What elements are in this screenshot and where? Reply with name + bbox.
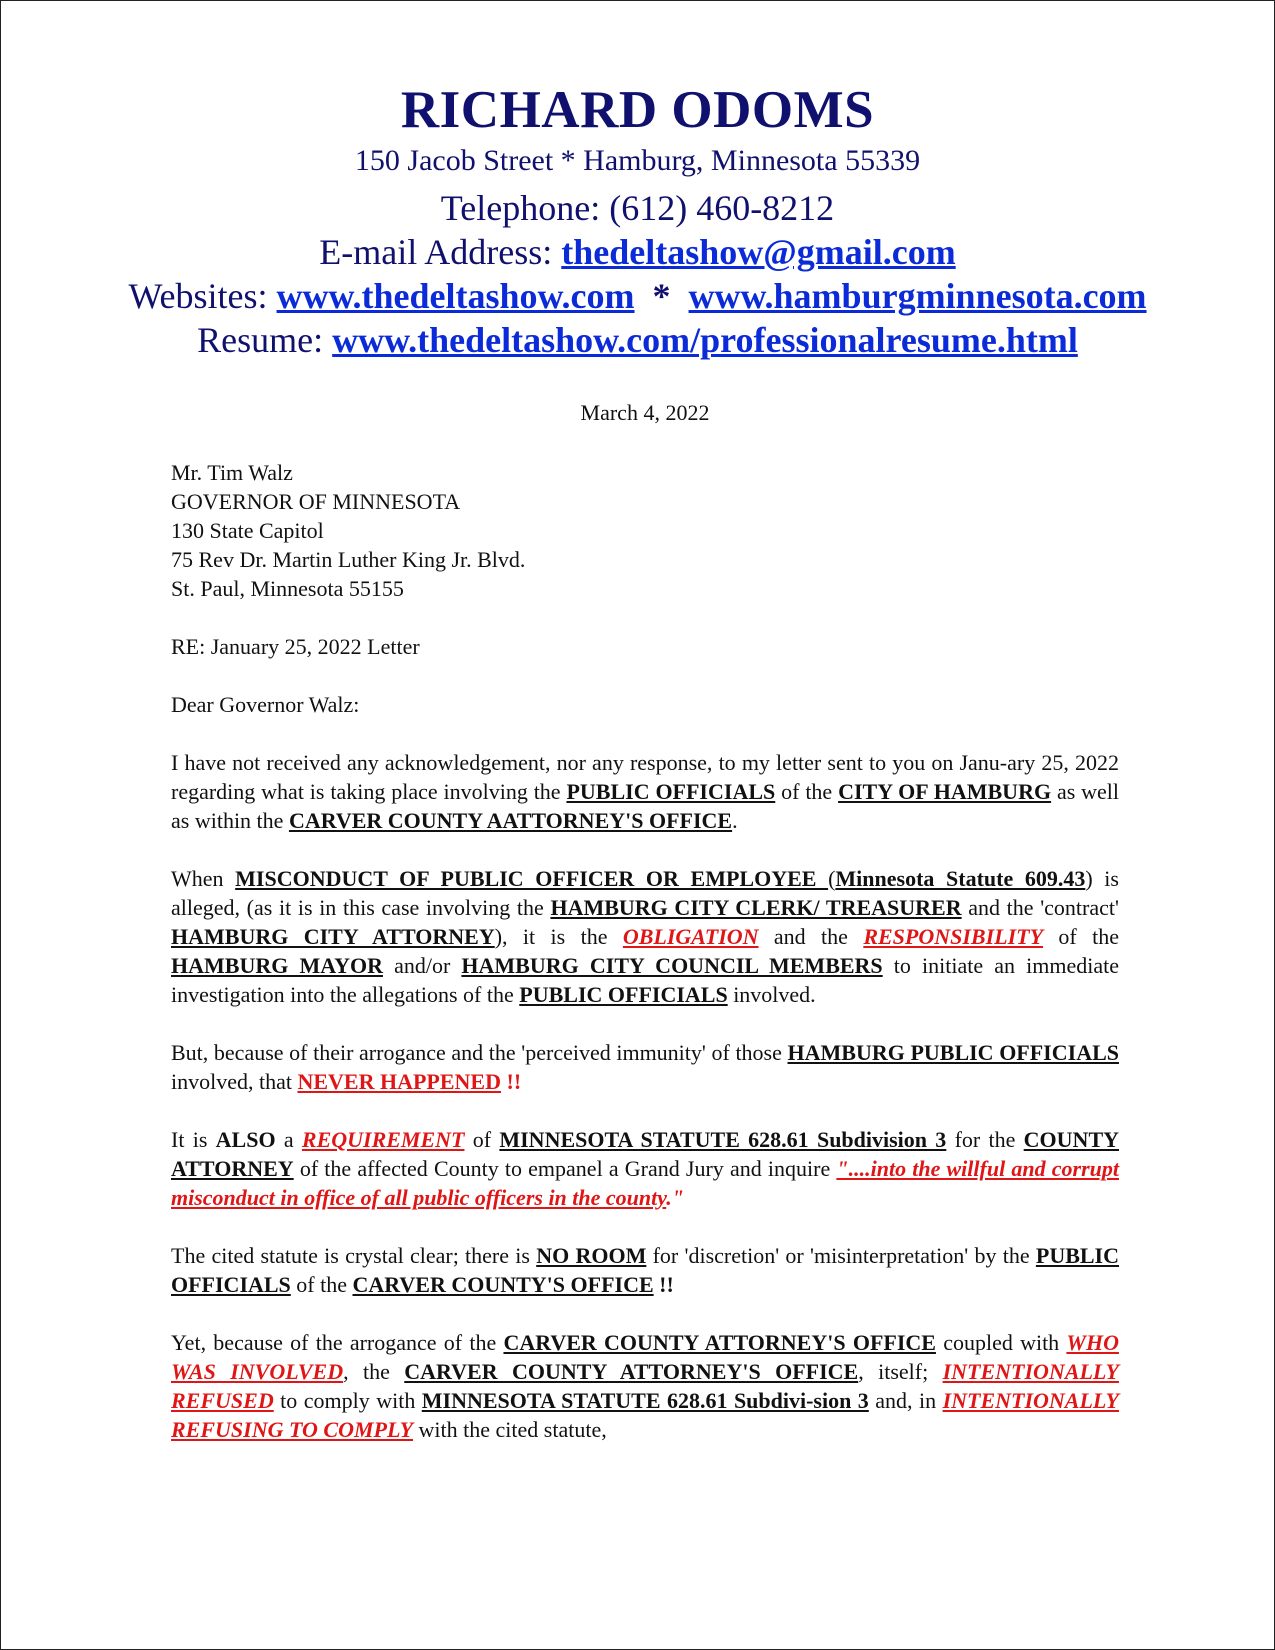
salutation: Dear Governor Walz: <box>171 692 360 717</box>
website-separator: * <box>634 276 689 316</box>
sender-address: 150 Jacob Street * Hamburg, Minnesota 55339 <box>354 144 921 177</box>
paragraph-5: The cited statute is crystal clear; there is NO ROOM for 'discretion' or 'misinterpretation' by the PUBLIC OFFICIALS of the CARVER COUNTY'S OFFICE !! <box>171 1243 1119 1297</box>
websites-label: Websites: <box>128 276 277 316</box>
subject-line: RE: January 25, 2022 Letter <box>171 634 420 659</box>
sender-telephone: Telephone: (612) 460-8212 <box>440 188 835 228</box>
resume-label: Resume: <box>197 320 333 360</box>
sender-websites-line <box>0 274 1275 318</box>
recipient-title: GOVERNOR OF MINNESOTA <box>171 489 461 514</box>
letterhead <box>0 78 1275 362</box>
recipient-address-line-2: 75 Rev Dr. Martin Luther King Jr. Blvd. <box>171 547 526 572</box>
letter-date: March 4, 2022 <box>580 400 710 425</box>
paragraph-1: I have not received any acknowledgement, nor any response, to my letter sent to you on Janu-ary 25, 2022 regarding what is taking place involving the PUBLIC OFFICIALS of the CITY OF HAMBURG as well as within the CARVER COUNTY AATTORNEY'S OFFICE. <box>171 750 1120 833</box>
resume-link[interactable]: www.thedeltashow.com/professionalresume.html <box>332 320 1078 360</box>
recipient-address <box>171 458 1119 603</box>
paragraph-2: When MISCONDUCT OF PUBLIC OFFICER OR EMPLOYEE (Minnesota Statute 609.43) is alleged, (as it is in this case involving the HAMBURG CITY CLERK/ TREASURER and the 'contract' HAMBURG CITY ATTORNEY), it is the OBLIGATION and the RESPONSIBILITY of the HAMBURG MAYOR and/or HAMBURG CITY COUNCIL MEMBERS to initiate an immediate investigation into the allegations of the PUBLIC OFFICIALS involved. <box>171 866 1119 1007</box>
recipient-name: Mr. Tim Walz <box>171 460 293 485</box>
email-label: E-mail Address: <box>319 232 562 272</box>
recipient-address-line-3: St. Paul, Minnesota 55155 <box>171 576 404 601</box>
website-link-hamburgminnesota[interactable]: www.hamburgminnesota.com <box>688 276 1147 316</box>
sender-email-line <box>0 230 1275 274</box>
recipient-address-line-1: 130 State Capitol <box>171 518 324 543</box>
sender-name: RICHARD ODOMS <box>400 81 875 139</box>
paragraph-6: Yet, because of the arrogance of the CARVER COUNTY ATTORNEY'S OFFICE coupled with WHO WAS INVOLVED, the CARVER COUNTY ATTORNEY'S OFFICE, itself; INTENTIONALLY REFUSED to comply with MINNESOTA STATUTE 628.61 Subdivi-sion 3 and, in INTENTIONALLY REFUSING TO COMPLY with the cited statute, <box>171 1330 1119 1442</box>
email-link[interactable]: thedeltashow@gmail.com <box>561 232 956 272</box>
paragraph-3: But, because of their arrogance and the 'perceived immunity' of those HAMBURG PUBLIC OFFICIALS involved, that NEVER HAPPENED !! <box>171 1040 1119 1094</box>
letter-body <box>171 458 1119 1444</box>
website-link-thedeltashow[interactable]: www.thedeltashow.com <box>276 276 635 316</box>
paragraph-4: It is ALSO a REQUIREMENT of MINNESOTA STATUTE 628.61 Subdivision 3 for the COUNTY ATTORNEY of the affected County to empanel a Grand Jury and inquire "....into the willful and corrupt misconduct in office of all public officers in the county." <box>171 1127 1120 1210</box>
sender-resume-line <box>0 318 1275 362</box>
